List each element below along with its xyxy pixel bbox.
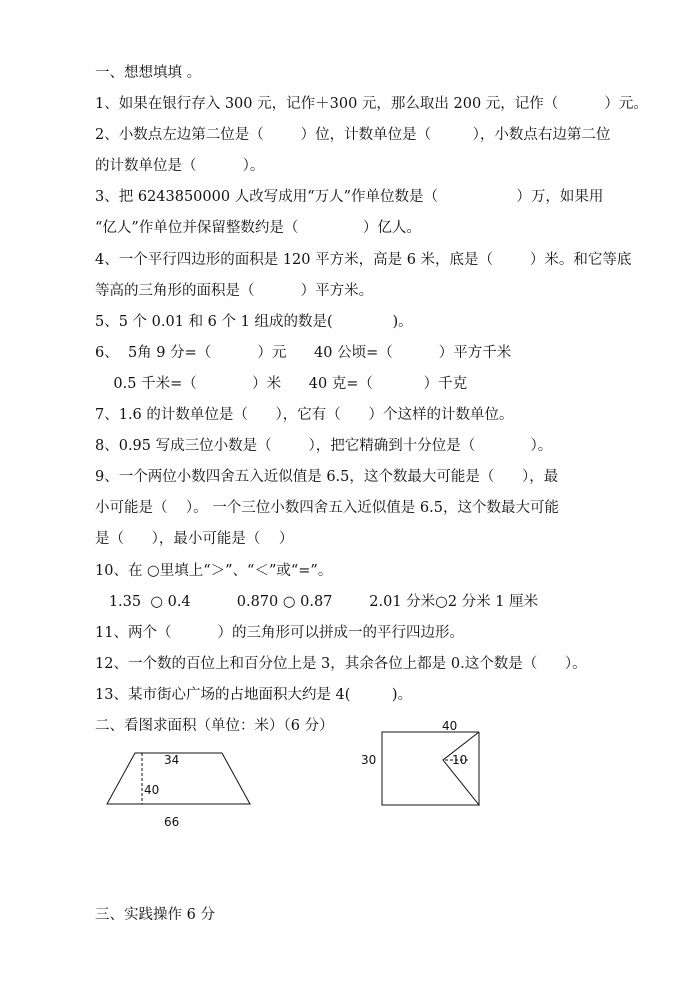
section-1-title: 一、想想填填 。	[95, 65, 202, 81]
q9-line-end: 是（ ），最小可能是（ ）	[95, 531, 294, 547]
q2-line-cont: 的计数单位是（ ）。	[95, 158, 265, 174]
q6-line-cont: 0.5 千米=（ ）米 40 克=（ ）千克	[95, 376, 468, 392]
q2-line: 2、小数点左边第二位是（ ）位，计数单位是（ ），小数点右边第二位	[95, 127, 611, 143]
q10-line: 10、在 ○里填上“＞”、“＜”或“=”。	[95, 563, 333, 579]
trapezoid-height-label: 40	[144, 783, 160, 797]
q3-line: 3、把 6243850000 人改写成用“万人”作单位数是（ ）万，如果用	[95, 189, 604, 205]
q9-line-cont: 小可能是（ ）。 一个三位小数四舍五入近似值是 6.5，这个数最大可能	[95, 500, 559, 516]
q7-line: 7、1.6 的计数单位是（ ），它有（ ）个这样的计数单位。	[95, 407, 514, 423]
composite-figure	[355, 718, 495, 813]
q6-line: 6、 5角 9 分=（ ）元 40 公顷=（ ）平方千米	[95, 345, 512, 361]
trapezoid-bottom-label: 66	[164, 815, 180, 829]
q13-line: 13、某市街心广场的占地面积大约是 4( )。	[95, 687, 413, 703]
composite-inner-label: 10	[452, 753, 468, 767]
q10-comparisons: 1.35 ○ 0.4 0.870 ○ 0.87 2.01 分米○2 分米 1 厘米	[95, 594, 539, 610]
q4-line-cont: 等高的三角形的面积是（ ）平方米。	[95, 283, 374, 299]
q1-line: 1、如果在银行存入 300 元，记作＋300 元，那么取出 200 元，记作（ ）元。	[95, 96, 648, 112]
composite-left-label: 30	[361, 753, 377, 767]
q4-line: 4、一个平行四边形的面积是 120 平方米，高是 6 米，底是（ ）米。和它等底	[95, 252, 632, 268]
q12-line: 12、一个数的百位上和百分位上是 3，其余各位上都是 0.这个数是（ ）。	[95, 656, 587, 672]
q9-line: 9、一个两位小数四舍五入近似值是 6.5，这个数最大可能是（ ），最	[95, 469, 559, 485]
q3-line-cont: “亿人”作单位并保留整数约是（ ）亿人。	[95, 220, 421, 236]
trapezoid-figure	[100, 745, 260, 835]
q5-line: 5、5 个 0.01 和 6 个 1 组成的数是( )。	[95, 314, 413, 330]
section-3-title: 三、实践操作 6 分	[95, 907, 215, 923]
section-2-title: 二、看图求面积（单位：米）（6 分）	[95, 718, 334, 734]
composite-top-label: 40	[442, 719, 458, 733]
trapezoid-top-label: 34	[164, 753, 180, 767]
composite-shape	[382, 732, 479, 805]
q11-line: 11、两个（ ）的三角形可以拼成一的平行四边形。	[95, 625, 465, 641]
q8-line: 8、0.95 写成三位小数是（ ），把它精确到十分位是（ ）。	[95, 438, 553, 454]
